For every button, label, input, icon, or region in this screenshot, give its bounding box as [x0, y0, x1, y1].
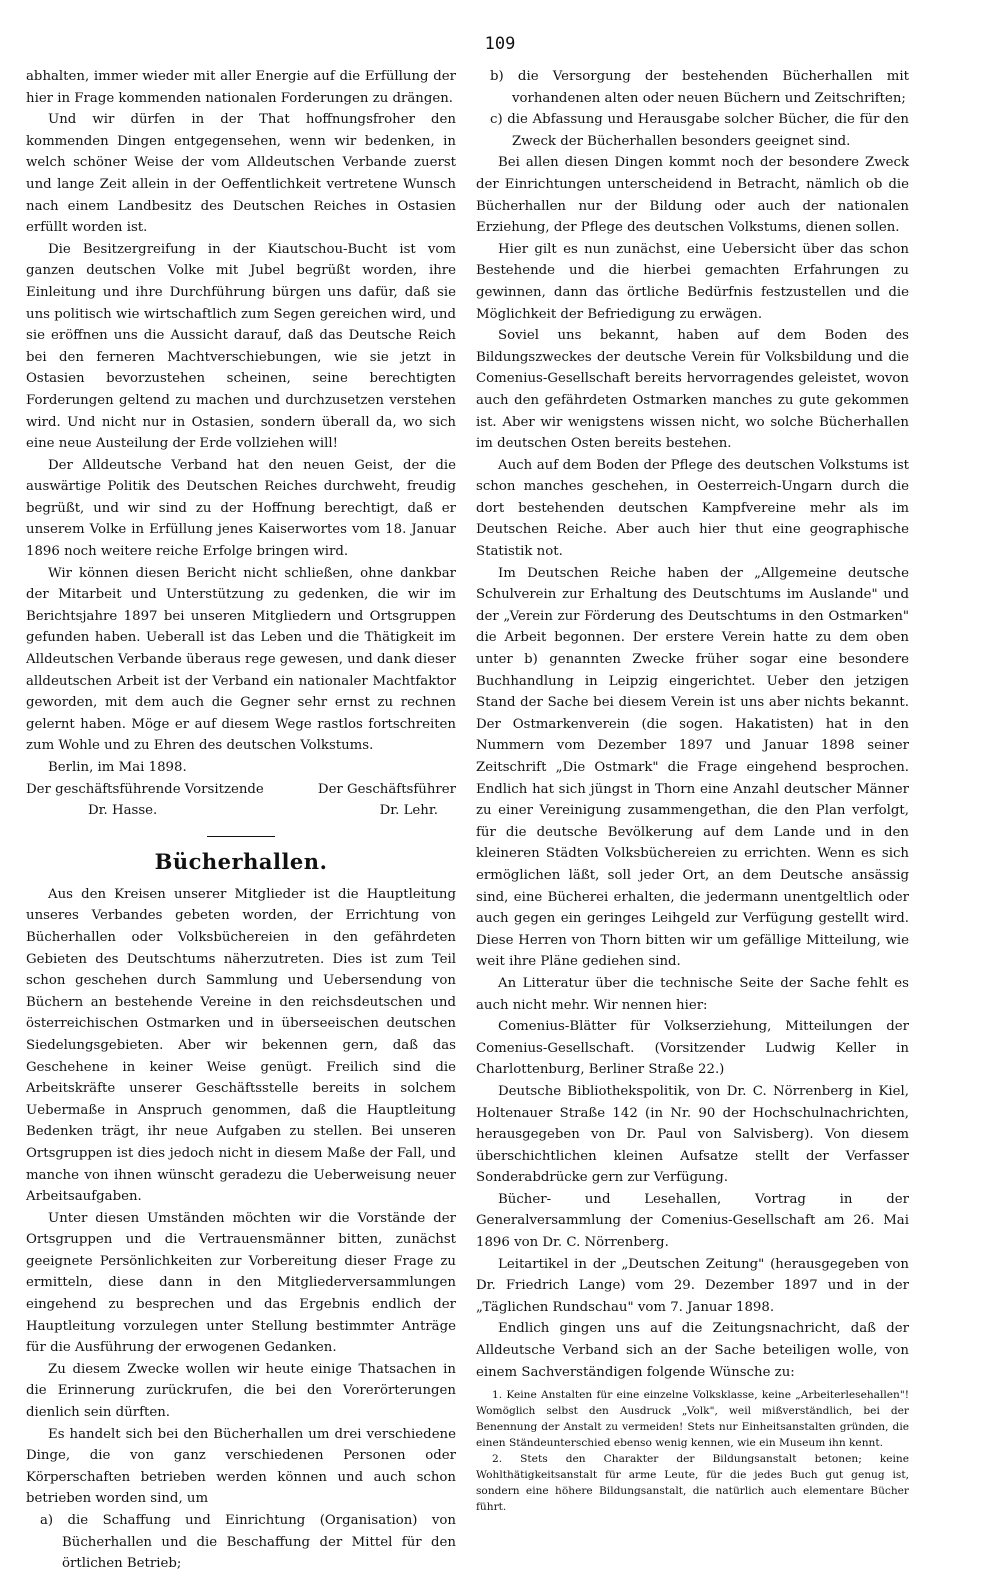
paragraph: Und wir dürfen in der That hoffnungsfroher den kommenden Dingen entgegensehen, wenn wir bedenken, in welch schöner Weise der vom Alldeutschen Verbande zuerst und lange Zeit allein in der Oeffentlichkeit vertretene Wunsch nach einem Landbesitz des Deutschen Reiches in Ostasien erfüllt worden ist. — [26, 112, 456, 236]
paragraph: Auch auf dem Boden der Pflege des deutschen Volkstums ist schon manches geschehen, in Oesterreich-Ungarn durch die dort bestehenden deutschen Kampfvereine mehr als im Deutschen Reiche. Aber auch hier thut eine geographische Statistik not. — [476, 457, 909, 560]
signature-right-title: Der Geschäftsführer — [317, 781, 456, 797]
reference-item: Bücher- und Lesehallen, Vortrag in der Generalversammlung der Comenius-Gesellschaft am 26. Mai 1896 von Dr. C. Nörrenberg. — [476, 1191, 909, 1251]
list-item-c: c) die Abfassung und Herausgabe solcher Bücher, die für den Zweck der Bücherhallen besonders geeignet sind. — [490, 112, 909, 149]
signature-left-title: Der geschäftsführende Vorsitzende — [26, 781, 264, 797]
paragraph: Aus den Kreisen unserer Mitglieder ist die Hauptleitung unseres Verbandes gebeten worden, der Errichtung von Bücherhallen oder Volksbüchereien in den gefährdeten Gebieten des Deutschtums näherzutreten. Dies ist zum Teil schon geschehen durch Sammlung und Uebersendung von Büchern an bestehende Vereine in den reichsdeutschen und österreichischen Ostmarken und in überseeischen deutschen Siedelungsgebieten. Aber wir bekennen gern, daß das Geschehene in keiner Weise genügt. Freilich sind die Arbeitskräfte unserer Geschäftsstelle bereits in solchem Uebermaße in Anspruch genommen, daß die Hauptleitung Bedenken trägt, ihr neue Aufgaben zu stellen. Bei unseren Ortsgruppen ist dies jedoch nicht in diesem Maße der Fall, und manche von ihnen wünscht geradezu die Ueberweisung neuer Arbeitsaufgaben. — [26, 886, 456, 1205]
paragraph: Im Deutschen Reiche haben der „Allgemeine deutsche Schulverein zur Erhaltung des Deutschtums im Auslande" und der „Verein zur Förderung des Deutschtums in den Ostmarken" die Arbeit begonnen. Der erstere Verein hatte zu dem oben unter b) genannten Zwecke früher sogar eine besondere Buchhandlung in Leipzig eingerichtet. Ueber den jetzigen Stand der Sache bei diesem Verein ist uns aber nichts bekannt. Der Ostmarkenverein (die sogen. Hakatisten) hat in den Nummern vom Dezember 1897 und Januar 1898 seiner Zeitschrift „Die Ostmark" die Frage eingehend besprochen. Endlich hat sich jüngst in Thorn eine Anzahl deutscher Männer zu einer Vereinigung zusammengethan, die den Plan verfolgt, für die deutsche Bevölkerung auf dem Lande und in den kleineren Städten Volksbüchereien zu errichten. Wenn es sich ermöglichen läßt, soll jeder Ort, an dem Deutsche ansässig sind, eine Bücherei erhalten, die jedermann unentgeltlich oder auch gegen ein geringes Leihgeld zur Verfügung gestellt wird. Diese Herren von Thorn bitten wir um gefällige Mitteilung, wie weit ihre Pläne gediehen sind. — [476, 565, 909, 970]
paragraph: Hier gilt es nun zunächst, eine Uebersicht über das schon Bestehende und die hierbei gemachten Erfahrungen zu gewinnen, dann das örtliche Bedürfnis festzustellen und die Möglichkeit der Befriedigung zu erwägen. — [476, 241, 909, 322]
section-divider — [207, 836, 275, 837]
paragraph: Die Besitzergreifung in der Kiautschou-Bucht ist vom ganzen deutschen Volke mit Jubel begrüßt worden, ihre Einleitung und ihre Durchführung bürgen uns dafür, daß sie uns politisch wie wirtschaftlich zum Segen gereichen wird, und sie eröffnen uns die Aussicht darauf, daß das Deutsche Reich bei den ferneren Machtverschiebungen, wie sie jetzt in Ostasien bevorzustehen scheinen, seine berechtigten Forderungen geltend zu machen und durchzusetzen verstehen wird. Und nicht nur in Ostasien, sondern überall da, wo sich eine neue Austeilung der Erde vollziehen will! — [26, 241, 456, 452]
right-column — [476, 66, 909, 1515]
footnote: 1. Keine Anstalten für eine einzelne Volksklasse, keine „Arbeiterlesehallen"! Womöglich selbst den Ausdruck „Volk", weil mißverständlich, bei der Benennung der Anstalt zu vermeiden! Stets nur Einheitsanstalten gründen, die einen Ständeunterschied ebenso wenig kennen, wie ein Museum ihn kennt. — [476, 1389, 909, 1450]
paragraph: Endlich gingen uns auf die Zeitungsnachricht, daß der Alldeutsche Verband sich an der Sache beteiligen wolle, von einem Sachverständigen folgende Wünsche zu: — [476, 1321, 909, 1380]
signature-titles — [26, 779, 456, 801]
signature-date: Berlin, im Mai 1898. — [48, 760, 187, 775]
paragraph: Der Alldeutsche Verband hat den neuen Geist, der die auswärtige Politik des Deutschen Reiches durchweht, freudig begrüßt, und wir sind zu der Hoffnung berechtigt, daß er unserem Volke in Erfüllung jenes Kaiserwortes vom 18. Januar 1896 noch weitere reiche Erfolge bringen wird. — [26, 457, 456, 560]
paragraph: Zu diesem Zwecke wollen wir heute einige Thatsachen in die Erinnerung zurückrufen, die bei den Vorerörterungen dienlich sein dürften. — [26, 1361, 456, 1421]
paragraph: Wir können diesen Bericht nicht schließen, ohne dankbar der Mitarbeit und Unterstützung zu gedenken, die wir im Berichtsjahre 1897 bei unseren Mitgliedern und Ortsgruppen gefunden haben. Ueberall ist das Leben und die Thätigkeit im Alldeutschen Verbande überaus rege gewesen, und dank dieser alldeutschen Arbeit ist der Verband ein nationaler Machtfaktor geworden, mit dem auch die Gegner sehr ernst zu rechnen gelernt haben. Möge er auf diesem Wege rastlos fortschreiten zum Wohle und zu Ehren des deutschen Volkstums. — [26, 565, 456, 754]
list-item-a: a) die Schaffung und Einrichtung (Organisation) von Bücherhallen und die Beschaffung der Mittel für den örtlichen Betrieb; — [40, 1513, 456, 1572]
paragraph: Unter diesen Umständen möchten wir die Vorstände der Ortsgruppen und die Vertrauensmänner bitten, zunächst geeignete Persönlichkeiten zur Vorbereitung dieser Frage zu ermitteln, diese dann in den Mitgliederversammlungen eingehend zu besprechen und das Ergebnis endlich der Hauptleitung vorzulegen unter Stellung bestimmter Anträge für die Ausführung der erwogenen Gedanken. — [26, 1210, 456, 1356]
reference-item: Deutsche Bibliothekspolitik, von Dr. C. Nörrenberg in Kiel, Holtenauer Straße 142 (in Nr. 90 der Hochschulnachrichten, herausgegeben von Dr. Paul von Salvisberg). Von diesem überschichtlichen kleinen Aufsatze stellt der Verfasser Sonderabdrücke gern zur Verfügung. — [476, 1083, 909, 1186]
page-number: 109 — [484, 34, 516, 54]
paragraph: abhalten, immer wieder mit aller Energie auf die Erfüllung der hier in Frage kommenden nationalen Forderungen zu drängen. — [26, 69, 456, 106]
reference-item: Leitartikel in der „Deutschen Zeitung" (herausgegeben von Dr. Friedrich Lange) vom 29. Dezember 1897 und in der „Täglichen Rundschau" vom 7. Januar 1898. — [476, 1256, 909, 1315]
signature-left-name: Dr. Hasse. — [88, 803, 158, 819]
paragraph: Bei allen diesen Dingen kommt noch der besondere Zweck der Einrichtungen unterscheidend in Betracht, nämlich ob die Bücherhallen nur der Bildung oder auch der nationalen Erziehung, der Pflege des deutschen Volkstums, dienen sollen. — [476, 155, 909, 236]
paragraph: Soviel uns bekannt, haben auf dem Boden des Bildungszweckes der deutsche Verein für Volksbildung und die Comenius-Gesellschaft bereits hervorragendes geleistet, wovon auch den gefährdeten Ostmarken manches zu gute gekommen ist. Aber wir wenigstens wissen nicht, wo solche Bücherhallen im deutschen Osten bereits bestehen. — [476, 328, 909, 452]
reference-item: Comenius-Blätter für Volkserziehung, Mitteilungen der Comenius-Gesellschaft. (Vorsitzender Ludwig Keller in Charlottenburg, Berliner Straße 22.) — [476, 1019, 909, 1078]
list-item-b: b) die Versorgung der bestehenden Bücherhallen mit vorhandenen alten oder neuen Büchern und Zeitschriften; — [490, 69, 909, 106]
paragraph: Es handelt sich bei den Bücherhallen um drei verschiedene Dinge, die von ganz verschiedenen Personen oder Körperschaften betrieben werden können und auch schon betrieben worden sind, um — [26, 1426, 456, 1507]
section-heading: Bücherhallen. — [154, 848, 328, 874]
signature-right-name: Dr. Lehr. — [379, 803, 438, 819]
left-column — [26, 66, 456, 1575]
footnote: 2. Stets den Charakter der Bildungsanstalt betonen; keine Wohlthätigkeitsanstalt für arme Leute, für die jedes Buch gut genug ist, sondern eine höhere Bildungsanstalt, die natürlich auch elementare Bücher führt. — [476, 1453, 909, 1514]
signature-names — [26, 800, 456, 822]
paragraph: An Litteratur über die technische Seite der Sache fehlt es auch nicht mehr. Wir nennen hier: — [476, 975, 909, 1013]
